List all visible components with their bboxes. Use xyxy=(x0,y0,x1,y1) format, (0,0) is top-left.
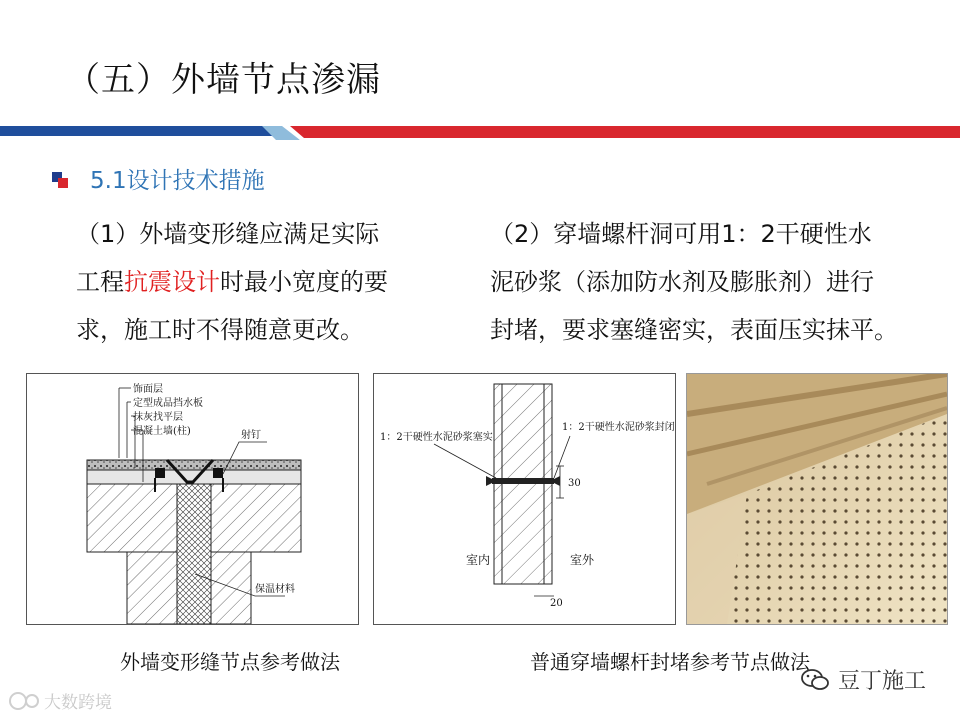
insulation-label: 保温材料 xyxy=(255,584,295,595)
nail-label: 射钉 xyxy=(241,430,261,441)
left-note: 1：2干硬性水泥砂浆塞实 xyxy=(380,432,493,443)
watermark-logo-icon xyxy=(8,691,44,711)
left-paragraph xyxy=(76,210,446,354)
section-heading xyxy=(52,162,265,195)
caption-right: 普通穿墙螺杆封堵参考节点做法 xyxy=(530,650,810,674)
section-title: 5.1设计技术措施 xyxy=(90,168,265,194)
dim-30: 30 xyxy=(568,478,581,489)
left-line-1: （1）外墙变形缝应满足实际 xyxy=(76,220,380,248)
wechat-icon xyxy=(800,667,830,693)
left-line-2: 工程抗震设计时最小宽度的要 xyxy=(76,268,388,296)
slide-title: （五）外墙节点渗漏 xyxy=(66,60,381,100)
left-line-3: 求，施工时不得随意更改。 xyxy=(76,316,364,344)
bullet-icon xyxy=(52,170,70,188)
indoor-label: 室内 xyxy=(466,553,491,567)
dim-20: 20 xyxy=(550,598,563,609)
expansion-joint-drawing xyxy=(26,373,359,625)
right-line-3: 封堵，要求塞缝密实，表面压实抹平。 xyxy=(490,316,898,344)
caption-left: 外墙变形缝节点参考做法 xyxy=(120,650,340,674)
layer-label-4: 混凝土墙(柱) xyxy=(133,426,191,437)
tie-rod-sealing-drawing xyxy=(373,373,676,625)
right-note: 1：2干硬性水泥砂浆封闭 xyxy=(562,422,675,433)
layer-label-3: 抹灰找平层 xyxy=(133,412,183,423)
layer-label-1: 饰面层 xyxy=(133,384,163,395)
watermark-right: 豆丁施工 xyxy=(800,664,926,695)
highlight-text: 抗震设计 xyxy=(124,268,220,296)
right-line-2: 泥砂浆（添加防水剂及膨胀剂）进行 xyxy=(490,268,874,296)
watermark-left: 大数跨境 xyxy=(8,688,112,713)
right-paragraph xyxy=(490,210,930,354)
right-line-1: （2）穿墙螺杆洞可用1：2干硬性水 xyxy=(490,220,872,248)
wall-photo xyxy=(686,373,948,625)
layer-label-2: 定型成品挡水板 xyxy=(133,398,203,409)
outdoor-label: 室外 xyxy=(570,553,595,567)
header-band xyxy=(0,124,960,140)
